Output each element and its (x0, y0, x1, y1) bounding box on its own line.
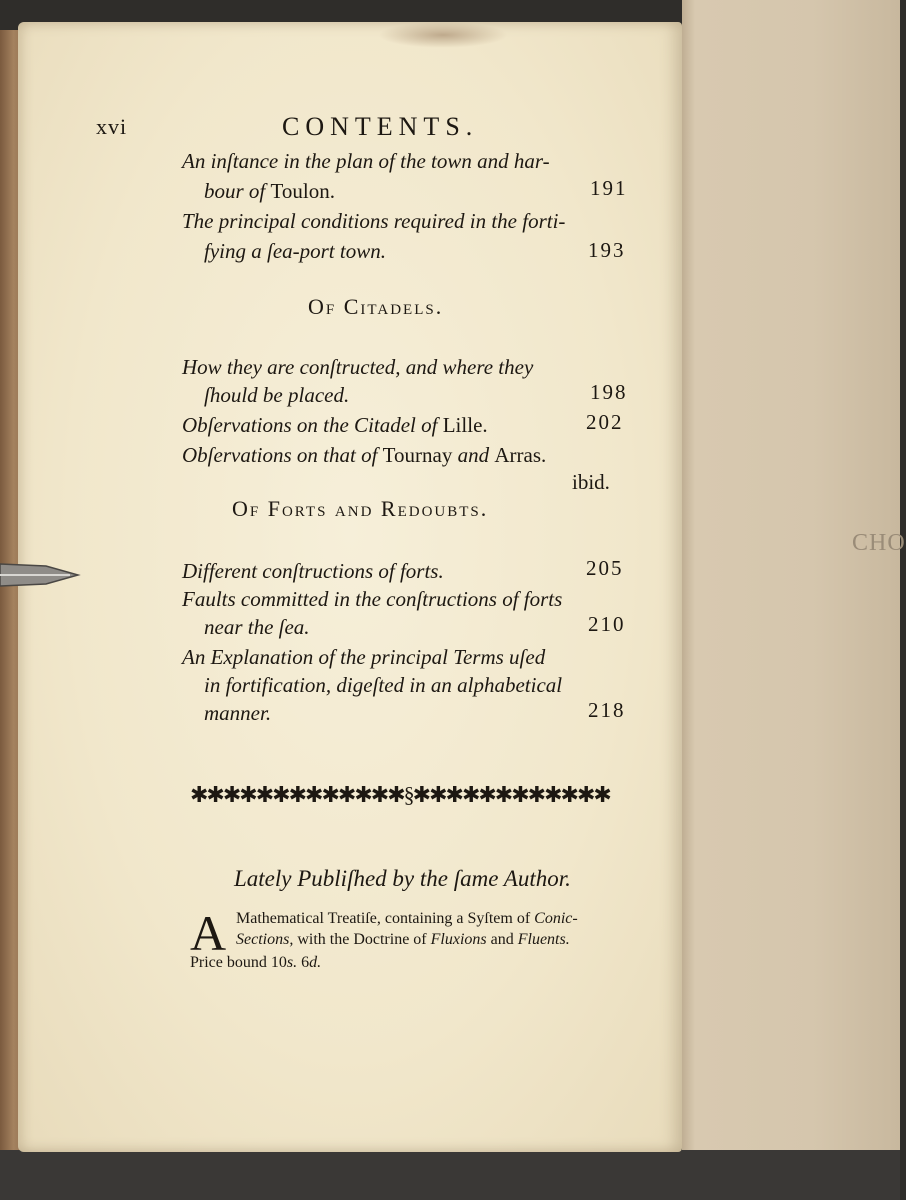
advert-text: s. (286, 954, 298, 971)
advert-text: Fluxions (430, 931, 487, 948)
toc-entry-text: An inſtance in the plan of the town and har- (182, 149, 550, 173)
advert-line (236, 910, 578, 928)
toc-entry (182, 176, 630, 206)
toc-entry-text: How they are conſtructed, and where they (182, 355, 534, 379)
toc-entry (182, 670, 630, 700)
toc-entry (182, 146, 630, 176)
toc-page-number: 210 (588, 612, 626, 636)
toc-place-name: Toulon. (270, 179, 335, 203)
toc-entry-text: in fortification, digeſted in an alphabetical (204, 673, 563, 697)
advert-drop-cap: A (190, 905, 227, 961)
toc-entry-text: Faults committed in the conſtructions of forts (182, 587, 563, 611)
advert-line (190, 954, 321, 972)
toc-entry (182, 556, 630, 586)
ornament-rule: ✱✱✱✱✱✱✱✱✱✱✱✱✱§✱✱✱✱✱✱✱✱✱✱✱✱ (190, 782, 610, 807)
toc-page-number: 205 (586, 556, 624, 580)
advert-line (236, 931, 570, 949)
toc-entry (182, 440, 630, 470)
toc-entry-text: and (452, 443, 495, 467)
advert-text: Sections, (236, 931, 294, 948)
toc-page-number: ibid. (572, 470, 610, 494)
toc-page-number: 191 (590, 176, 628, 200)
toc-place-name: Arras. (494, 443, 547, 467)
advert-text: Fluents. (517, 931, 570, 948)
toc-entry (182, 642, 630, 672)
advert-text: Conic- (534, 910, 578, 927)
advert-text: with the Doctrine of (293, 931, 431, 948)
toc-place-name: Tournay (382, 443, 453, 467)
page-stain (378, 22, 508, 48)
toc-page-number: 193 (588, 238, 626, 262)
facing-page (682, 0, 906, 1200)
advert-text: 6 (297, 954, 310, 971)
toc-entry (182, 584, 630, 614)
toc-entry-text: Obſervations on the Citadel of (182, 413, 443, 437)
toc-entry (182, 410, 630, 440)
table-surface (0, 1150, 900, 1200)
advert-text: Mathematical Treatiſe, containing a Syſtem of (236, 910, 535, 927)
toc-entry-text: An Explanation of the principal Terms uſed (182, 645, 546, 669)
advert-text: Price bound 10 (190, 954, 287, 971)
toc-entry (182, 236, 630, 266)
toc-entry-text: The principal conditions required in the forti- (182, 209, 566, 233)
page-folio: xvi (96, 114, 128, 139)
toc-page-number: 202 (586, 410, 624, 434)
advert-text: and (486, 931, 518, 948)
facing-page-text: CHO (852, 530, 906, 556)
bookmark-pointer-icon (0, 558, 78, 592)
toc-entry-text: Different conſtructions of forts. (182, 559, 444, 583)
toc-entry (182, 612, 630, 642)
toc-entry-text: Obſervations on that of (182, 443, 383, 467)
section-title: Of Forts and Redoubts. (232, 496, 489, 521)
toc-entry (182, 380, 630, 410)
toc-entry-text: bour of (204, 179, 271, 203)
toc-entry (182, 352, 630, 382)
toc-entry-text: near the ſea. (204, 615, 310, 639)
toc-entry-text: ſhould be placed. (204, 383, 350, 407)
toc-place-name: Lille. (442, 413, 488, 437)
page-header: CONTENTS. (282, 112, 479, 141)
toc-entry (182, 698, 630, 728)
toc-entry-text: manner. (204, 701, 272, 725)
toc-entry (182, 206, 630, 236)
advert-heading: Lately Publiſhed by the ſame Author. (234, 866, 571, 891)
toc-page-number: 218 (588, 698, 626, 722)
toc-entry-text: fying a ſea-port town. (204, 239, 386, 263)
toc-page-number: 198 (590, 380, 628, 404)
section-title: Of Citadels. (308, 294, 444, 319)
advert-text: d. (309, 954, 322, 971)
